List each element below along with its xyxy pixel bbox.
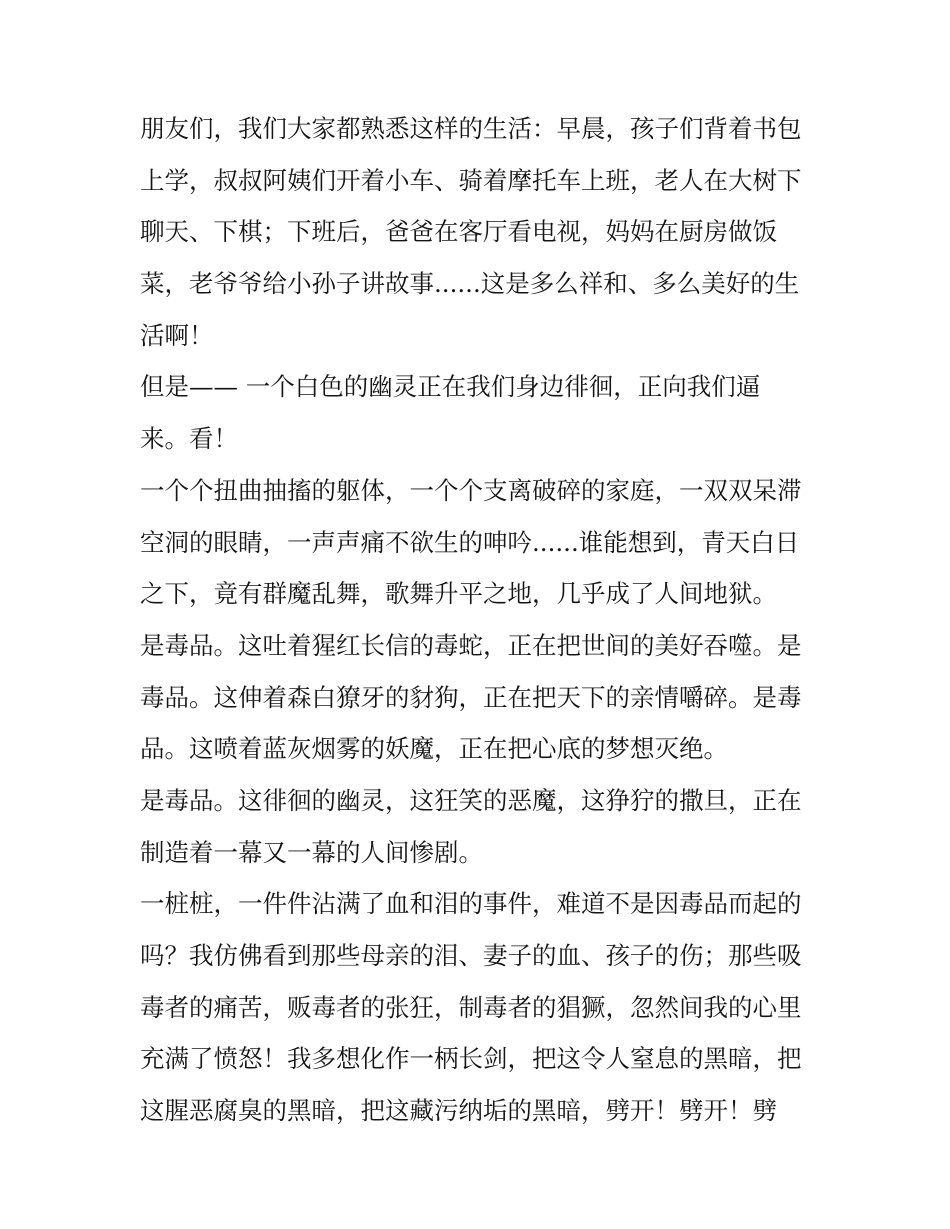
document-body xyxy=(140,103,820,1137)
text-line: 吗？我仿佛看到那些母亲的泪、妻子的血、孩子的伤；那些吸 xyxy=(140,941,802,970)
text-line: 制造着一幕又一幕的人间惨剧。 xyxy=(140,837,483,867)
text-line: 朋友们，我们大家都熟悉这样的生活：早晨，孩子们背着书包 xyxy=(140,114,802,143)
text-line: 充满了愤怒！我多想化作一柄长剑，把这令人窒息的黑暗，把 xyxy=(140,1044,802,1074)
text-line: 活啊！ xyxy=(140,320,214,350)
text-line: 是毒品。这徘徊的幽灵，这狂笑的恶魔，这狰狞的撒旦，正在 xyxy=(140,785,802,815)
text-line: 这腥恶腐臭的黑暗，把这藏污纳垢的黑暗，劈开！劈开！劈 xyxy=(140,1096,777,1126)
text-line: 来。看！ xyxy=(140,424,238,454)
text-line: 但是—— 一个白色的幽灵正在我们身边徘徊，正向我们逼 xyxy=(140,372,761,402)
text-line: 是毒品。这吐着猩红长信的毒蛇，正在把世间的美好吞噬。是 xyxy=(140,630,802,660)
text-line: 毒者的痛苦，贩毒者的张狂，制毒者的猖獗，忽然间我的心里 xyxy=(140,992,802,1022)
text-line: 毒品。这伸着森白獠牙的豺狗，正在把天下的亲情嚼碎。是毒 xyxy=(140,682,802,712)
text-line: 空洞的眼睛，一声声痛不欲生的呻吟......谁能想到，青天白日 xyxy=(140,527,800,557)
text-line: 一桩桩，一件件沾满了血和泪的事件，难道不是因毒品而起的 xyxy=(140,889,802,919)
text-line: 品。这喷着蓝灰烟雾的妖魔，正在把心底的梦想灭绝。 xyxy=(140,734,728,764)
text-line: 聊天、下棋；下班后，爸爸在客厅看电视，妈妈在厨房做饭 xyxy=(140,217,777,247)
text-line: 上学，叔叔阿姨们开着小车、骑着摩托车上班，老人在大树下 xyxy=(140,165,802,195)
text-line: 菜，老爷爷给小孙子讲故事......这是多么祥和、多么美好的生 xyxy=(140,269,800,299)
text-line: 一个个扭曲抽搐的躯体，一个个支离破碎的家庭，一双双呆滞 xyxy=(140,475,802,505)
text-line: 之下，竟有群魔乱舞，歌舞升平之地，几乎成了人间地狱。 xyxy=(140,579,777,609)
